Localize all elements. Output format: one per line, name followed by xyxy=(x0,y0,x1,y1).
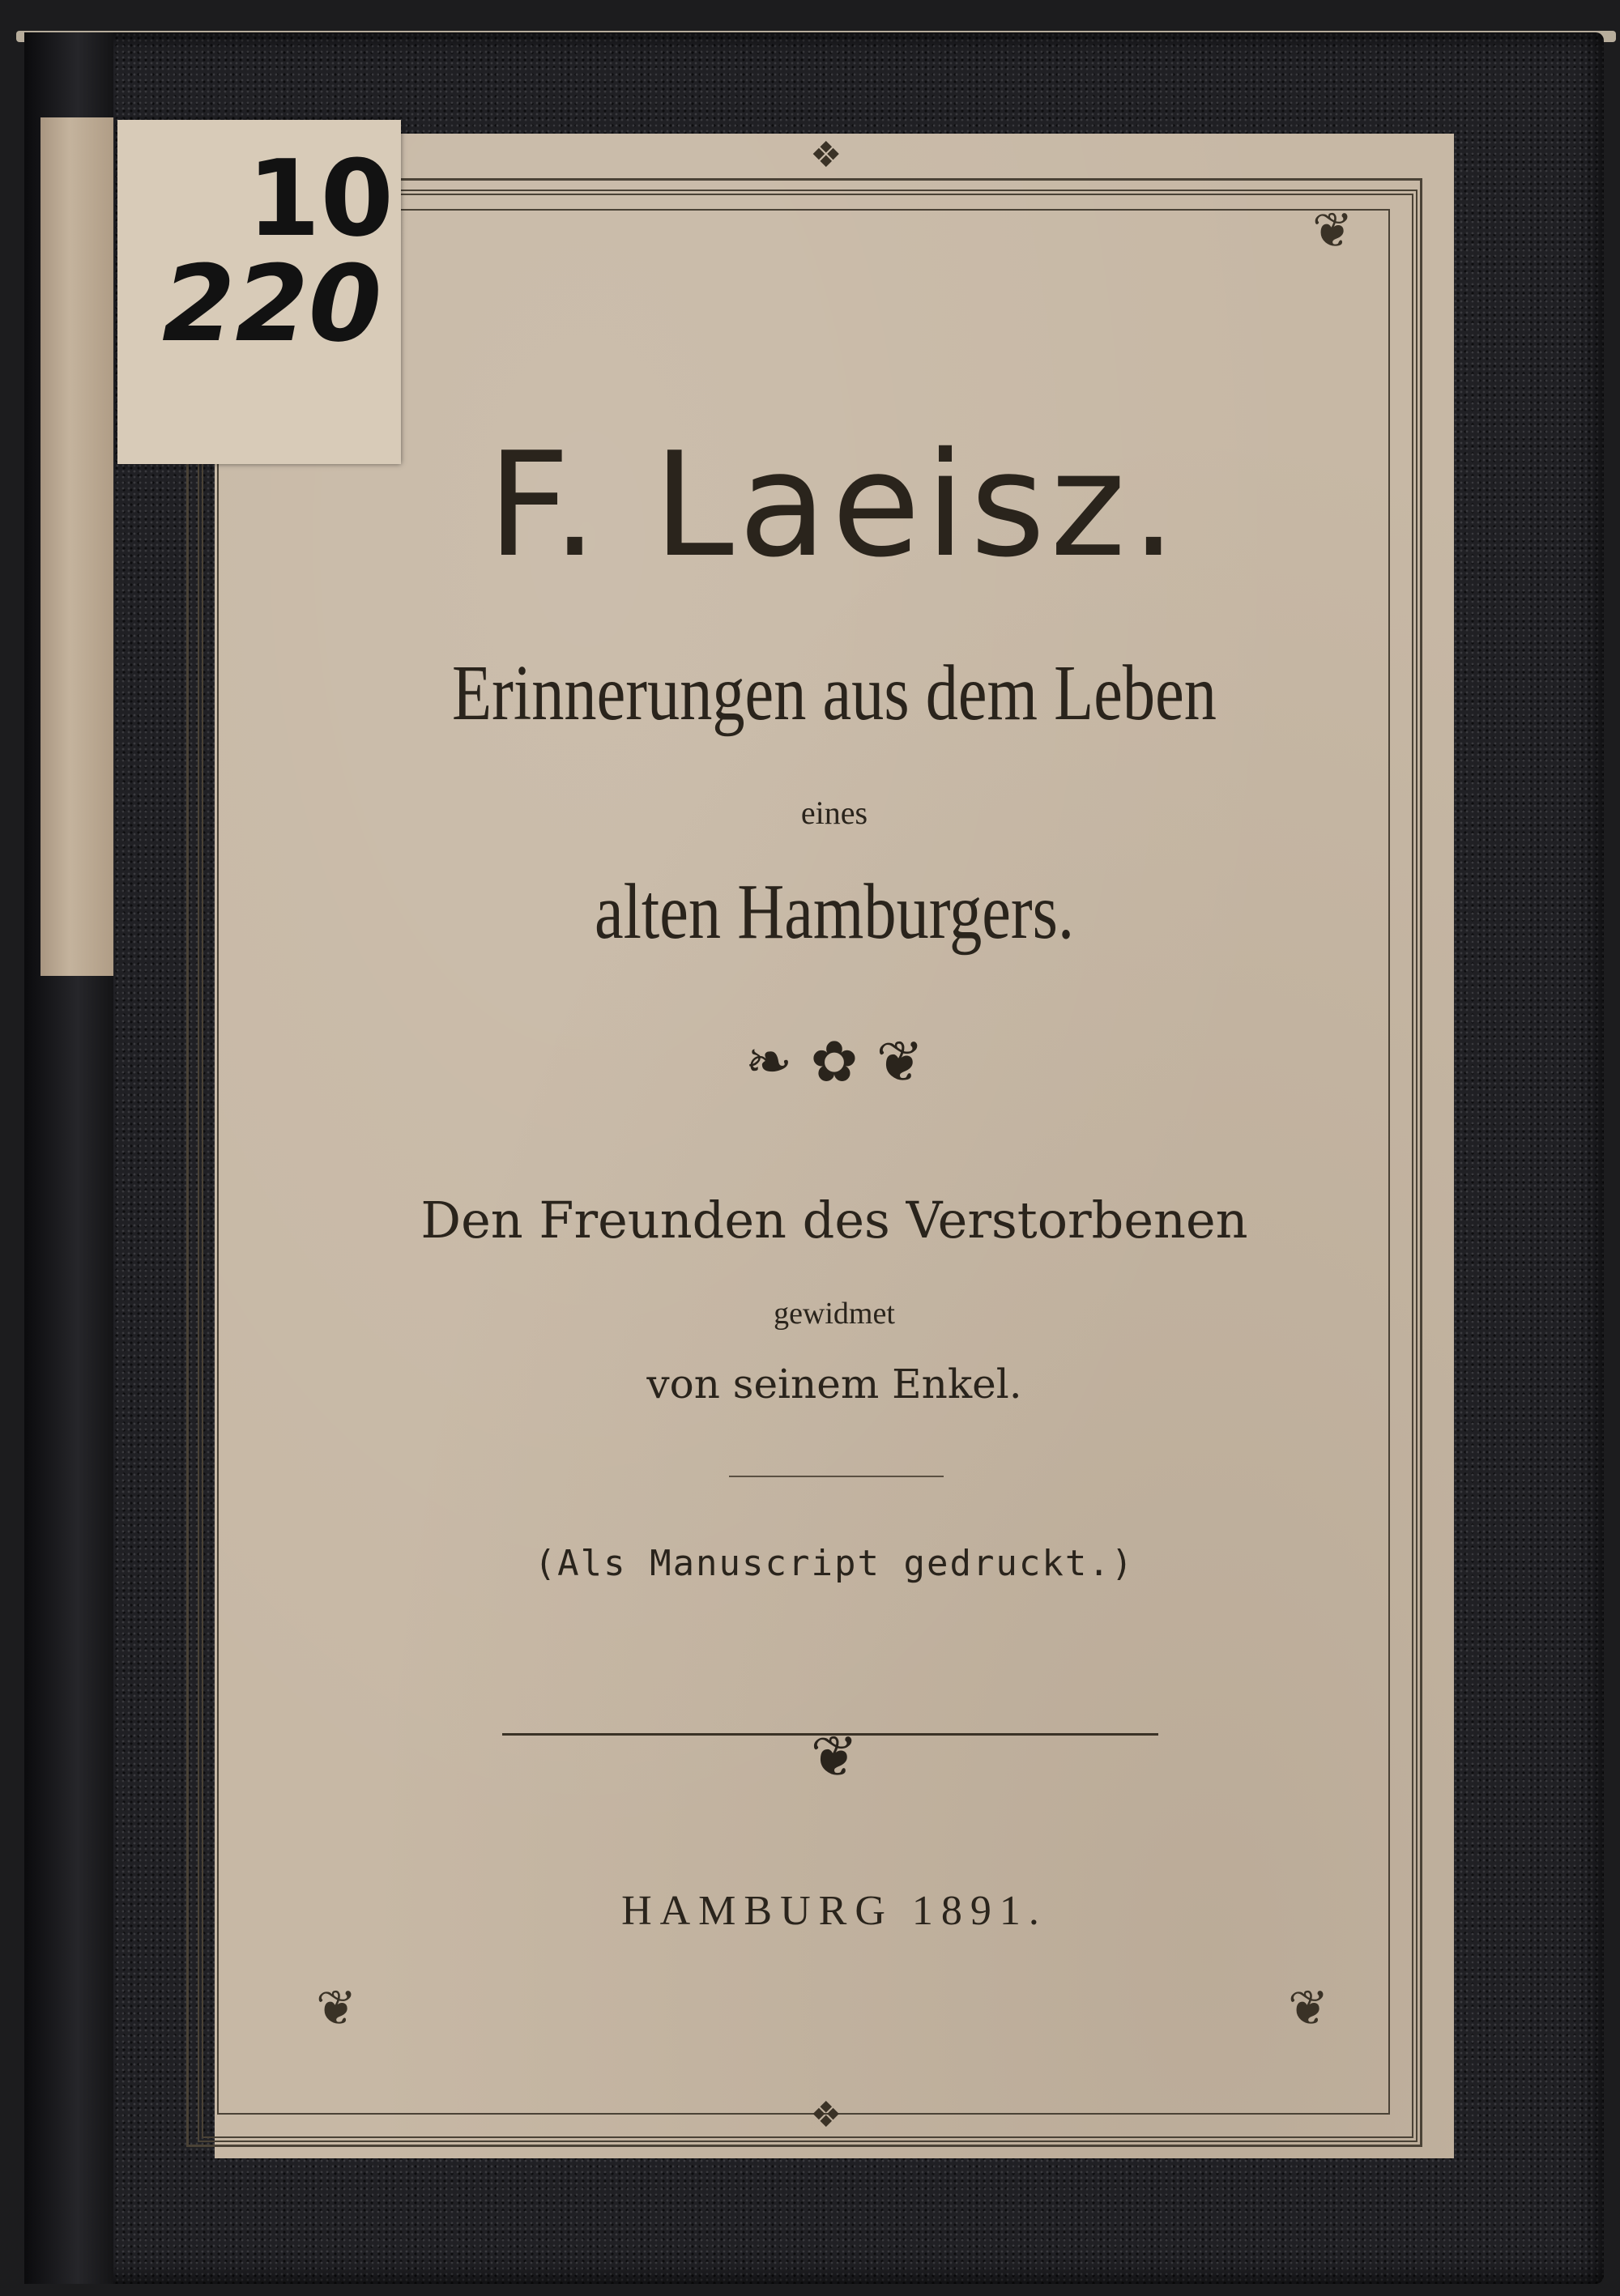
book-title: F. Laeisz. xyxy=(487,421,1182,589)
floral-vignette: ❧ ✿ ❦ xyxy=(744,1029,924,1095)
print-note: (Als Manuscript gedruckt.) xyxy=(534,1543,1135,1584)
tailpiece-ornament: ❦ xyxy=(810,1723,859,1790)
spine-paper-strip xyxy=(40,117,113,976)
dedication-line: Den Freunden des Verstorbenen xyxy=(420,1191,1248,1250)
library-shelf-label xyxy=(117,120,401,464)
short-rule xyxy=(729,1476,944,1477)
corner-ornament-bottom-right: ❦ xyxy=(1288,1980,1329,2037)
imprint-place-year: HAMBURG 1891. xyxy=(621,1888,1047,1934)
shelf-number-top: 10 xyxy=(247,137,394,260)
corner-ornament-bottom-left: ❦ xyxy=(316,1980,357,2037)
bottom-center-ornament: ❖ xyxy=(810,2094,842,2136)
book-subtitle: Erinnerungen aus dem Leben xyxy=(452,650,1217,737)
dedication-verb: gewidmet xyxy=(774,1297,895,1331)
book-subtitle-2: alten Hamburgers. xyxy=(594,868,1075,956)
subtitle-connector: eines xyxy=(800,794,868,831)
top-center-ornament: ❖ xyxy=(810,134,842,176)
shelf-number-bottom: 220 xyxy=(162,242,382,365)
corner-ornament-top-right: ❦ xyxy=(1312,202,1354,259)
dedication-author: von seinem Enkel. xyxy=(646,1361,1022,1408)
